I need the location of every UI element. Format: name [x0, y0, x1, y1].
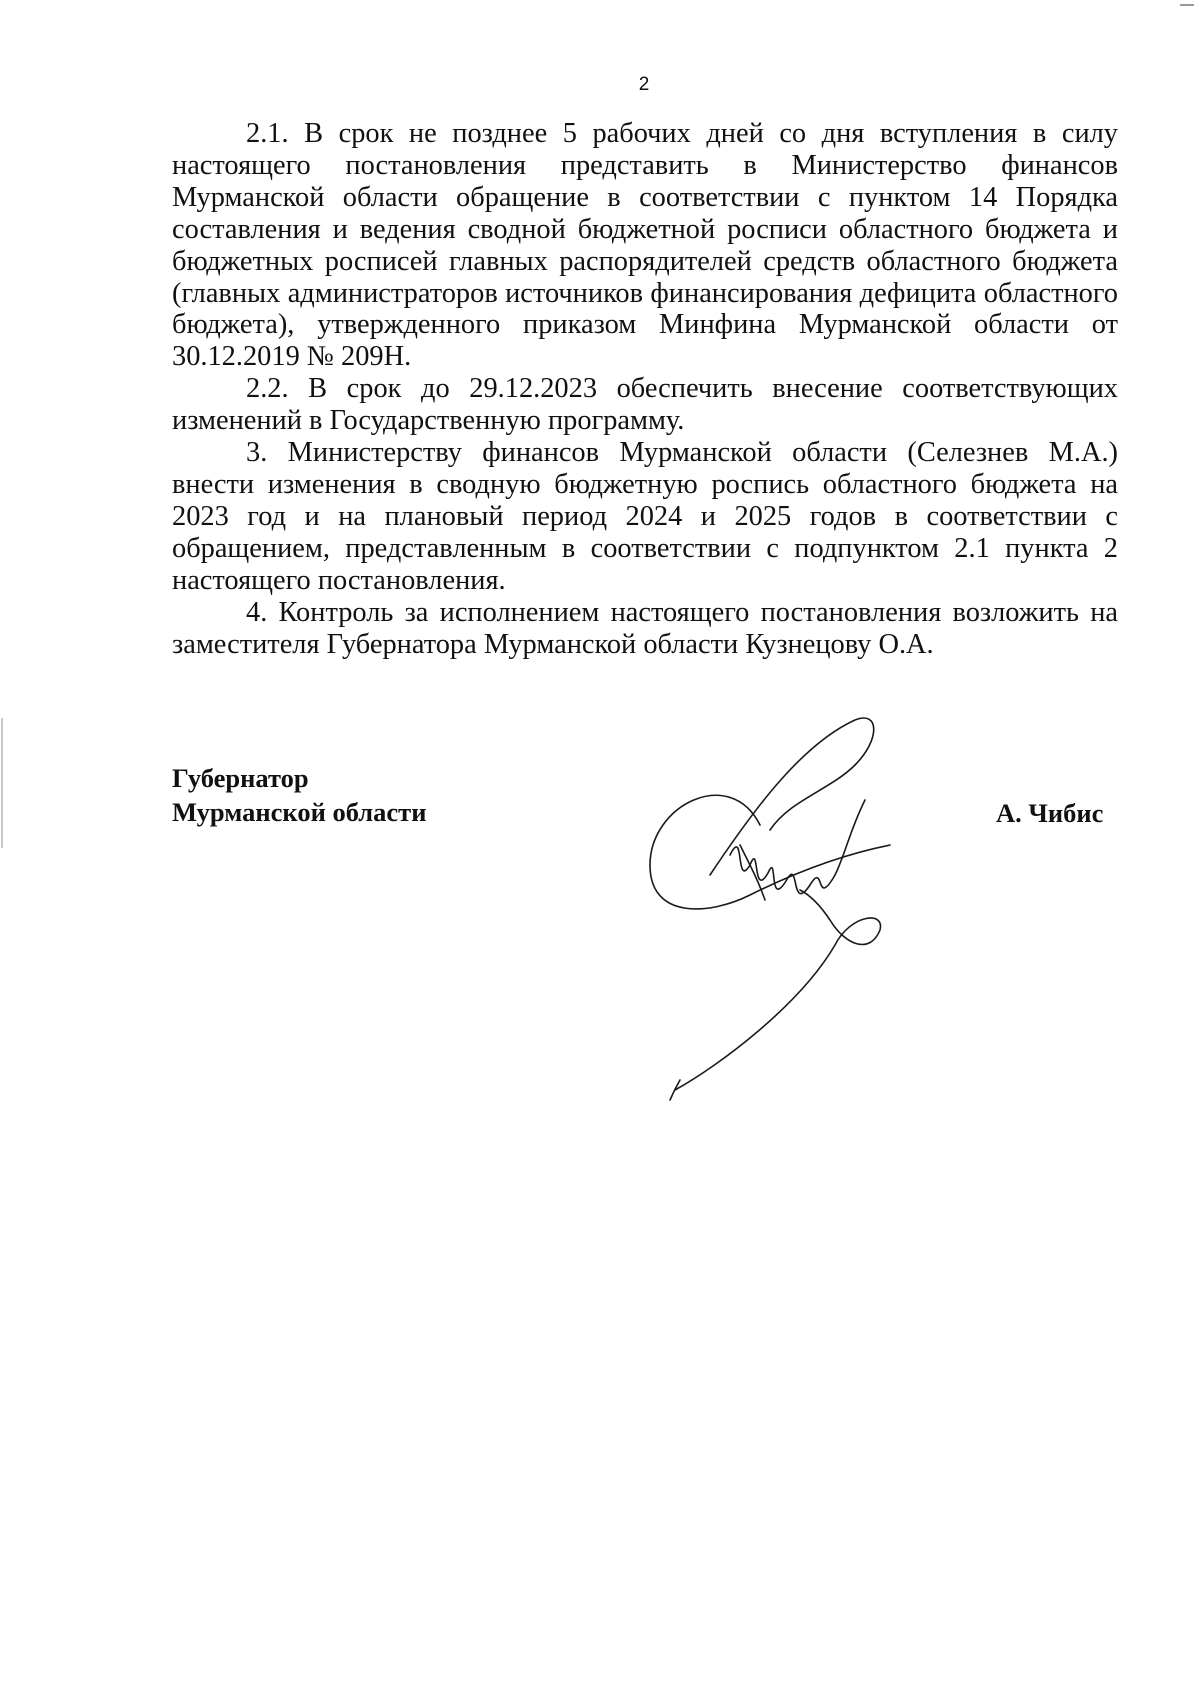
- signature-stroke-2: [710, 718, 874, 875]
- paragraph-3: 3. Министерству финансов Мурманской области (Селезнев М.А.) внести изменения в сводную бюджетную роспись областного бюджета на 2023 год и на плановый период 2024 и 2025 годов в соответствии с обращением, представленным в соответствии с подпунктом 2.1 пункта 2 настоящего постановления.: [172, 437, 1118, 596]
- paragraph-2-1: 2.1. В срок не позднее 5 рабочих дней со дня вступления в силу настоящего постановления представить в Министерство финансов Мурманской области обращение в соответствии с пунктом 14 Порядка составления и ведения сводной бюджетной росписи областного бюджета и бюджетных росписей главных распорядителей средств областного бюджета (главных администраторов источников финансирования дефицита областного бюджета), утвержденного приказом Минфина Мурманской области от 30.12.2019 № 209Н.: [172, 118, 1118, 373]
- signature-stroke-6: [670, 1080, 680, 1100]
- signatory-title-line1: Губернатор: [172, 763, 309, 793]
- handwritten-signature: [640, 705, 940, 1105]
- signer-name: А. Чибис: [996, 798, 1104, 828]
- paragraph-2-2: 2.2. В срок до 29.12.2023 обеспечить внесение соответствующих изменений в Государственную программу.: [172, 373, 1118, 437]
- signature-stroke-4: [740, 845, 765, 900]
- signature-stroke-5: [675, 890, 880, 1090]
- paragraph-4: 4. Контроль за исполнением настоящего постановления возложить на заместителя Губернатора Мурманской области Кузнецову О.А.: [172, 596, 1118, 660]
- page-number: 2: [638, 74, 650, 95]
- signatory-title-line2: Мурманской области: [172, 797, 427, 827]
- signature-stroke-3: [730, 800, 865, 894]
- signature-stroke-1: [650, 795, 890, 909]
- scan-corner-mark: [1180, 4, 1194, 6]
- document-body: [172, 118, 1118, 660]
- signatory-title: [172, 761, 426, 829]
- scan-edge-mark: [1, 718, 3, 848]
